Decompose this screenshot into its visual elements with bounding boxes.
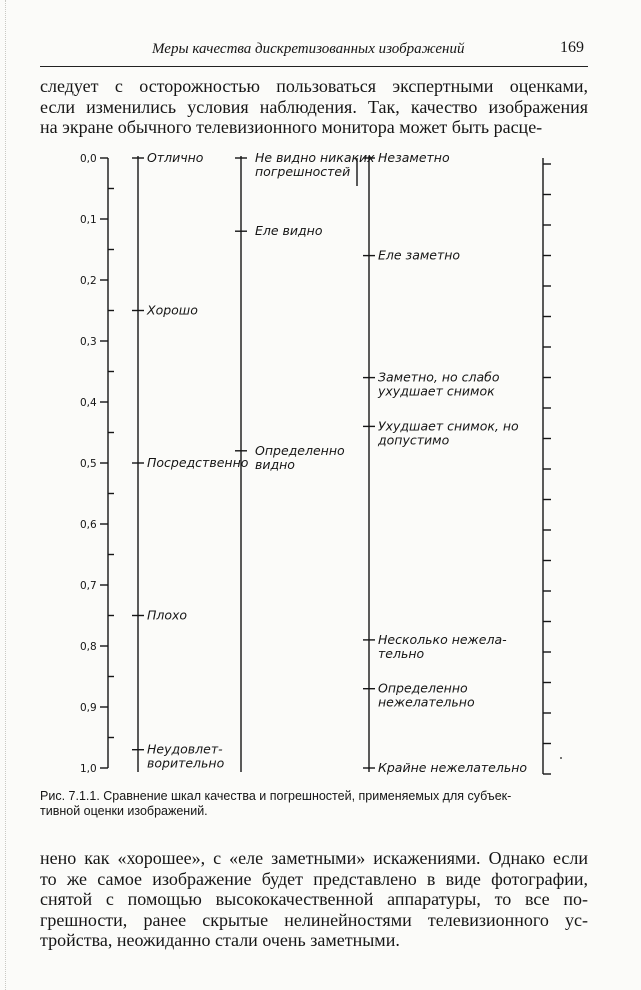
intro-paragraph: [40, 76, 588, 138]
impairment-scale-label: Определенно: [378, 680, 468, 696]
axis-tick-label: 0,1: [80, 214, 97, 226]
running-head: [40, 36, 588, 67]
impairment-scale-label: Несколько нежела-: [378, 631, 507, 647]
axis-tick-label: 0,0: [80, 153, 97, 165]
axis-tick-label: 0,4: [80, 397, 97, 409]
quality-scale-label: ворительно: [147, 755, 225, 771]
impairment-scale-label: Незаметно: [378, 150, 450, 165]
quality-scale-label: Отлично: [147, 150, 204, 165]
text-line: тройства, неожиданно стали очень заметными.: [40, 930, 400, 950]
text-line: на экране обычного телевизионного монитора может быть расце-: [40, 117, 543, 137]
text-line: следует с осторожностью пользоваться экспертными оценками,: [40, 76, 588, 96]
axis-tick-label: 0,6: [80, 519, 97, 531]
axis-tick-label: 0,3: [80, 336, 97, 348]
text-line: грешности, ранее скрытые нелинейностями телевизионного ус-: [40, 909, 588, 930]
axis-tick-label: 0,2: [80, 275, 97, 287]
page-number: 169: [560, 39, 584, 56]
axis-tick-label: 1,0: [80, 763, 97, 775]
caption-line: тивной оценки изображений.: [40, 804, 208, 818]
text-line: нено как «хорошее», с «еле заметными» искажениями. Однако если: [40, 848, 588, 868]
impairment-scale-label: тельно: [378, 645, 425, 661]
axis-tick-label: 0,7: [80, 580, 97, 592]
impairment-scale-label: Крайне нежелательно: [378, 760, 528, 775]
text-line: если изменились условия наблюдения. Так, качество изображения: [40, 96, 588, 117]
page-edge-dots: [5, 0, 6, 990]
quality-scale-label: Хорошо: [147, 302, 198, 318]
visibility-scale-label: Еле видно: [255, 223, 323, 239]
outro-paragraph: [40, 848, 588, 951]
text-line: то же самое изображение будет представлено в виде фотографии,: [40, 868, 588, 889]
visibility-scale-label: Определенно: [255, 442, 345, 458]
running-head-title: Меры качества дискретизованных изображений: [152, 41, 465, 57]
text-line: снятой с помощью высококачественной аппаратуры, то все по-: [40, 889, 588, 909]
impairment-scale-label: допустимо: [378, 432, 450, 448]
visibility-scale-label: Не видно никаких: [255, 150, 375, 165]
impairment-scale-label: Заметно, но слабо: [378, 369, 500, 385]
axis-tick-label: 0,8: [80, 641, 97, 653]
figure-caption: [40, 789, 588, 819]
visibility-scale-label: видно: [255, 456, 295, 472]
impairment-scale-label: нежелательно: [378, 694, 475, 710]
visibility-scale-label: погрешностей: [255, 164, 351, 179]
axis-tick-label: 0,5: [80, 458, 97, 470]
axis-tick-label: 0,9: [80, 702, 97, 714]
stray-dot: [560, 757, 562, 759]
impairment-scale-label: Еле заметно: [378, 247, 461, 263]
impairment-scale-label: ухудшает снимок: [378, 383, 495, 399]
quality-scale-label: Плохо: [147, 607, 188, 623]
impairment-scale-label: Ухудшает снимок, но: [378, 418, 519, 434]
caption-line: Рис. 7.1.1. Сравнение шкал качества и погрешностей, применяемых для субъек-: [40, 789, 512, 803]
quality-scale-label: Посредственно: [147, 455, 249, 470]
quality-scale-label: Неудовлет-: [147, 741, 223, 757]
